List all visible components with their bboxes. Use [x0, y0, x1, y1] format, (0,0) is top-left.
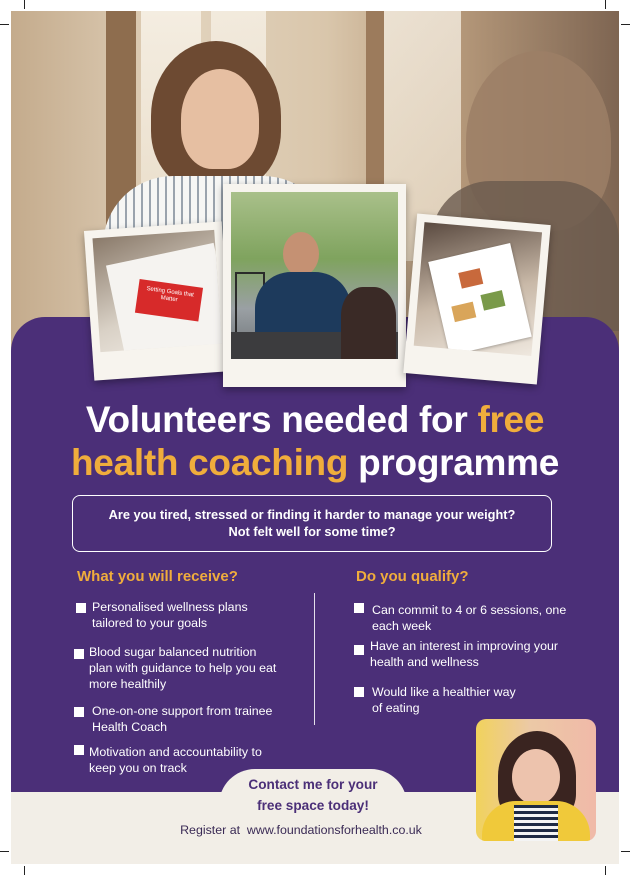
crop-mark — [621, 24, 630, 25]
coach-face — [512, 749, 560, 805]
checkbox-icon — [74, 649, 84, 659]
polaroid-notebook — [84, 221, 232, 380]
polaroid-coaching-session — [223, 184, 406, 387]
meal-plan-sheet — [428, 243, 531, 355]
item-line: more healthily — [89, 677, 167, 691]
receive-item — [92, 599, 248, 631]
woman-face — [181, 69, 259, 169]
crop-mark — [24, 866, 25, 875]
crop-mark — [24, 0, 25, 9]
contact-line-2: free space today! — [257, 798, 369, 813]
coach-portrait — [476, 719, 596, 841]
notebook-text: Setting Goals that Matter — [146, 286, 195, 304]
item-line: Would like a healthier way — [372, 685, 516, 699]
item-line: Health Coach — [92, 720, 168, 734]
receive-heading: What you will receive? — [77, 568, 238, 585]
flyer — [11, 11, 619, 864]
item-line: plan with guidance to help you eat — [89, 661, 277, 675]
qualify-item — [372, 602, 566, 634]
crop-mark — [0, 24, 9, 25]
checkbox-icon — [74, 745, 84, 755]
crop-mark — [0, 851, 9, 852]
item-line: keep you on track — [89, 761, 187, 775]
question-line-1: Are you tired, stressed or finding it harder to manage your weight? — [108, 507, 516, 522]
crop-mark — [605, 866, 606, 875]
man-head — [283, 232, 319, 276]
item-line: Have an interest in improving your — [370, 639, 559, 653]
item-line: One-on-one support from trainee — [92, 704, 273, 718]
checkbox-icon — [354, 603, 364, 613]
qualify-heading: Do you qualify? — [356, 568, 469, 585]
register-label: Register at — [180, 823, 241, 837]
item-line: health and wellness — [370, 655, 479, 669]
checkbox-icon — [354, 687, 364, 697]
qualify-item — [372, 684, 516, 716]
item-line: tailored to your goals — [92, 616, 208, 630]
question-line-2: Not felt well for some time? — [228, 524, 396, 539]
crop-mark — [605, 0, 606, 9]
item-line: Personalised wellness plans — [92, 600, 248, 614]
checkbox-icon — [74, 707, 84, 717]
crop-mark — [621, 851, 630, 852]
contact-line-1: Contact me for your — [248, 777, 378, 792]
qualify-item — [370, 638, 558, 670]
headline-line-1 — [11, 398, 619, 442]
website-link[interactable]: www.foundationsforhealth.co.uk — [246, 823, 422, 837]
headline-highlight: free — [477, 399, 545, 440]
checkbox-icon — [76, 603, 86, 613]
headline-highlight: health coaching — [71, 442, 349, 483]
polaroid-meal-plan — [403, 213, 550, 384]
item-line: Motivation and accountability to — [89, 745, 262, 759]
headline-text: programme — [348, 442, 559, 483]
other-person — [341, 287, 396, 359]
item-line: Can commit to 4 or 6 sessions, one — [372, 603, 567, 617]
column-divider — [314, 593, 315, 725]
item-line: of eating — [372, 701, 420, 715]
receive-item — [89, 644, 276, 692]
coach-top — [514, 805, 558, 841]
question-box — [72, 495, 552, 552]
item-line: Blood sugar balanced nutrition — [89, 645, 257, 659]
headline-text: Volunteers needed for — [85, 399, 478, 440]
checkbox-icon — [354, 645, 364, 655]
headline-line-2 — [11, 441, 619, 485]
item-line: each week — [372, 619, 432, 633]
receive-item — [89, 744, 262, 776]
receive-item — [92, 703, 272, 735]
